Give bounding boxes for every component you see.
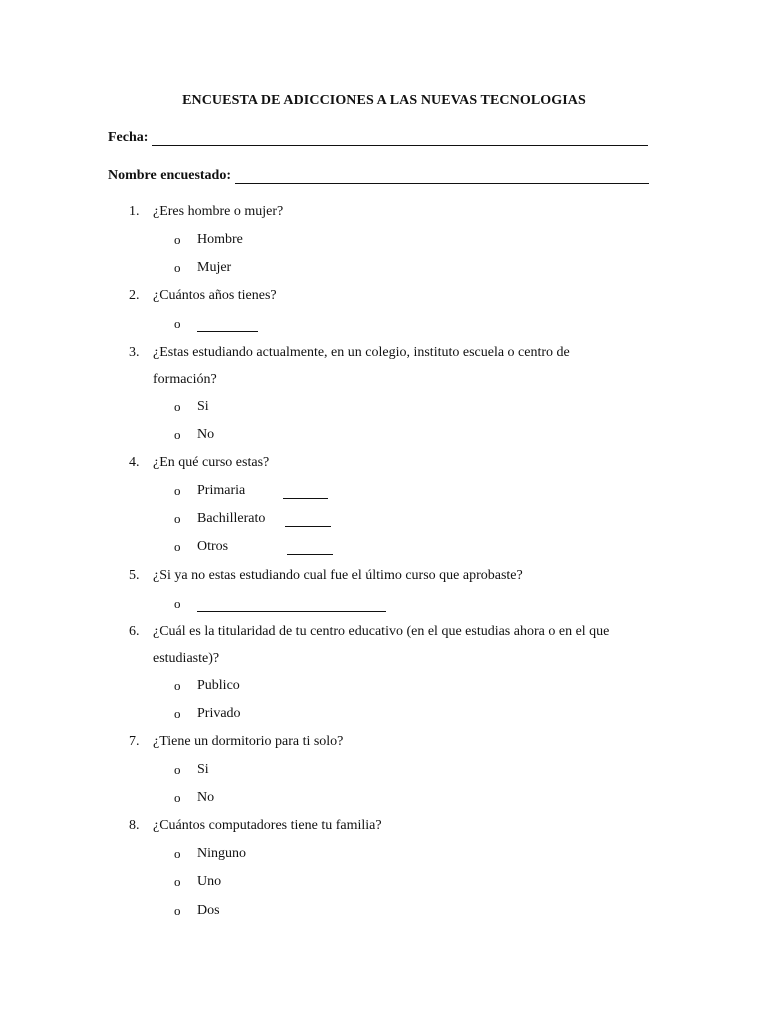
nombre-field: [108, 168, 649, 184]
bullet-icon: o: [174, 399, 181, 414]
question-3: [129, 345, 570, 361]
primaria-answer-line[interactable]: [283, 483, 328, 499]
option-label: Primaria: [197, 483, 246, 498]
question-text: ¿Tiene un dormitorio para ti solo?: [153, 734, 344, 749]
last-course-answer-line[interactable]: [197, 596, 386, 612]
question-text: ¿Estas estudiando actualmente, en un colegio, instituto escuela o centro de: [153, 345, 570, 360]
question-4: [129, 455, 270, 471]
bullet-icon: o: [174, 678, 181, 693]
bullet-icon: o: [174, 316, 181, 331]
question-5: [129, 568, 523, 584]
fecha-label: Fecha:: [108, 130, 149, 145]
option-label: Mujer: [197, 260, 232, 275]
question-number: 6.: [129, 624, 140, 639]
bullet-icon: o: [174, 762, 181, 777]
question-2: [129, 288, 277, 304]
question-text-continued: estudiaste)?: [153, 651, 220, 666]
bullet-icon: o: [174, 903, 181, 918]
question-1: [129, 204, 284, 220]
fecha-field: [108, 130, 648, 146]
question-text: ¿Eres hombre o mujer?: [153, 204, 284, 219]
option-label: Hombre: [197, 232, 243, 247]
option-label: Ninguno: [197, 846, 246, 861]
option-label: Bachillerato: [197, 511, 266, 526]
option-label: Dos: [197, 903, 220, 918]
fecha-line[interactable]: [152, 131, 648, 146]
bullet-icon: o: [174, 874, 181, 889]
option-label: Otros: [197, 539, 229, 554]
bullet-icon: o: [174, 596, 181, 611]
question-text: ¿Cuántos años tienes?: [153, 288, 277, 303]
option-label: Publico: [197, 678, 240, 693]
question-text: ¿Cuántos computadores tiene tu familia?: [153, 818, 382, 833]
option-label: Privado: [197, 706, 241, 721]
nombre-line[interactable]: [235, 169, 649, 184]
option-label: No: [197, 790, 215, 805]
bullet-icon: o: [174, 539, 181, 554]
question-text: ¿Si ya no estas estudiando cual fue el último curso que aprobaste?: [153, 568, 523, 583]
question-number: 8.: [129, 818, 140, 833]
age-answer-line[interactable]: [197, 316, 258, 332]
bullet-icon: o: [174, 260, 181, 275]
bullet-icon: o: [174, 706, 181, 721]
bullet-icon: o: [174, 790, 181, 805]
nombre-label: Nombre encuestado:: [108, 168, 232, 183]
bullet-icon: o: [174, 427, 181, 442]
question-number: 4.: [129, 455, 140, 470]
survey-title: ENCUESTA DE ADICCIONES A LAS NUEVAS TECNOLOGIAS: [182, 93, 586, 108]
question-number: 3.: [129, 345, 140, 360]
otros-answer-line[interactable]: [287, 539, 333, 555]
bullet-icon: o: [174, 232, 181, 247]
option-label: Si: [197, 399, 209, 414]
option-label: Si: [197, 762, 209, 777]
question-text-continued: formación?: [153, 372, 217, 387]
question-8: [129, 818, 382, 834]
question-number: 2.: [129, 288, 140, 303]
bullet-icon: o: [174, 846, 181, 861]
bullet-icon: o: [174, 511, 181, 526]
question-number: 5.: [129, 568, 140, 583]
question-text: ¿En qué curso estas?: [153, 455, 270, 470]
option-label: No: [197, 427, 215, 442]
bachillerato-answer-line[interactable]: [285, 511, 331, 527]
question-7: [129, 734, 344, 750]
bullet-icon: o: [174, 483, 181, 498]
question-6: [129, 624, 610, 640]
question-number: 7.: [129, 734, 140, 749]
question-number: 1.: [129, 204, 140, 219]
option-label: Uno: [197, 874, 222, 889]
question-text: ¿Cuál es la titularidad de tu centro educativo (en el que estudias ahora o en el que: [153, 624, 610, 639]
